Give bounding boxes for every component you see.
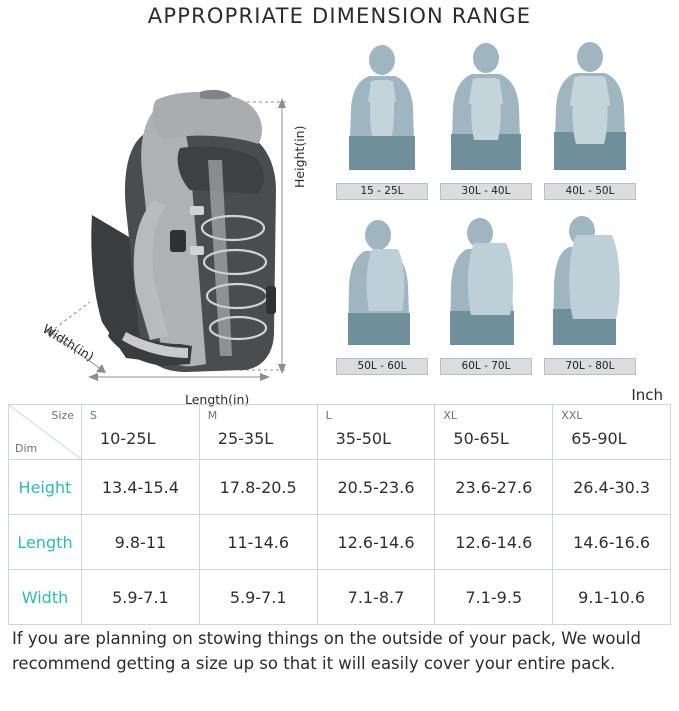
table-cell: 12.6-14.6: [317, 515, 435, 570]
table-header-row: [9, 405, 671, 460]
capacity-cell: [544, 40, 636, 200]
person-silhouette-back-icon: [544, 215, 636, 358]
capacity-cell: [336, 215, 428, 375]
capacity-caption: 15 - 25L: [336, 183, 428, 200]
person-silhouette-back-icon: [440, 215, 532, 358]
size-range: 50-65L: [453, 428, 509, 448]
size-code: S: [90, 409, 97, 422]
table-cell: 20.5-23.6: [317, 460, 435, 515]
table-col-header: [317, 405, 435, 460]
table-cell: 7.1-9.5: [435, 570, 553, 625]
table-row: [9, 460, 671, 515]
size-range: 65-90L: [571, 428, 627, 448]
backpack-illustration: [30, 40, 330, 407]
table-cell: 11-14.6: [199, 515, 317, 570]
length-dimension-label: Length(in): [185, 392, 250, 407]
capacity-caption: 70L - 80L: [544, 358, 636, 375]
capacity-silhouette-grid: [336, 40, 656, 380]
table-cell: 5.9-7.1: [199, 570, 317, 625]
unit-label: Inch: [631, 386, 663, 404]
size-code: XXL: [561, 409, 583, 422]
footnote-text: If you are planning on stowing things on the outside of your pack, We would recommend getting a size up so that it will easily cover your entire pack.: [12, 629, 641, 673]
table-cell: 7.1-8.7: [317, 570, 435, 625]
capacity-row-1: [336, 40, 656, 200]
size-code: XL: [443, 409, 458, 422]
size-range: 35-50L: [335, 428, 391, 448]
page-title: APPROPRIATE DIMENSION RANGE: [147, 4, 532, 28]
capacity-caption: 40L - 50L: [544, 183, 636, 200]
size-code: M: [207, 409, 218, 422]
table-cell: 5.9-7.1: [82, 570, 200, 625]
row-label-width: Width: [9, 570, 82, 625]
corner-dim-label: Dim: [15, 442, 38, 455]
table-col-header: [553, 405, 671, 460]
capacity-caption: 30L - 40L: [440, 183, 532, 200]
size-range: 10-25L: [100, 428, 156, 448]
table-col-header: [199, 405, 317, 460]
capacity-caption: 50L - 60L: [336, 358, 428, 375]
table-cell: 12.6-14.6: [435, 515, 553, 570]
height-dimension-label: Height(in): [292, 125, 307, 188]
person-silhouette-icon: [440, 40, 532, 183]
table-cell: 17.8-20.5: [199, 460, 317, 515]
table-cell: 13.4-15.4: [82, 460, 200, 515]
table-row: [9, 570, 671, 625]
width-dimension-label: Width(in): [40, 321, 97, 365]
person-silhouette-icon: [544, 40, 636, 183]
corner-size-label: Size: [51, 409, 74, 422]
size-range: 25-35L: [217, 428, 274, 448]
capacity-cell: [544, 215, 636, 375]
capacity-row-2: [336, 215, 656, 375]
table-cell: 9.8-11: [82, 515, 200, 570]
capacity-cell: [440, 40, 532, 200]
table-cell: 9.1-10.6: [553, 570, 671, 625]
table-cell: 23.6-27.6: [435, 460, 553, 515]
person-silhouette-back-icon: [336, 215, 428, 358]
table-cell: 26.4-30.3: [553, 460, 671, 515]
table-corner-cell: [9, 405, 82, 460]
table-cell: 14.6-16.6: [553, 515, 671, 570]
capacity-caption: 60L - 70L: [440, 358, 532, 375]
capacity-cell: [336, 40, 428, 200]
row-label-length: Length: [9, 515, 82, 570]
size-code: L: [325, 409, 332, 422]
table-row: [9, 515, 671, 570]
row-label-height: Height: [9, 460, 82, 515]
table-col-header: [435, 405, 553, 460]
person-silhouette-icon: [336, 40, 428, 183]
table-col-header: [82, 405, 200, 460]
capacity-cell: [440, 215, 532, 375]
size-table: [8, 404, 671, 625]
